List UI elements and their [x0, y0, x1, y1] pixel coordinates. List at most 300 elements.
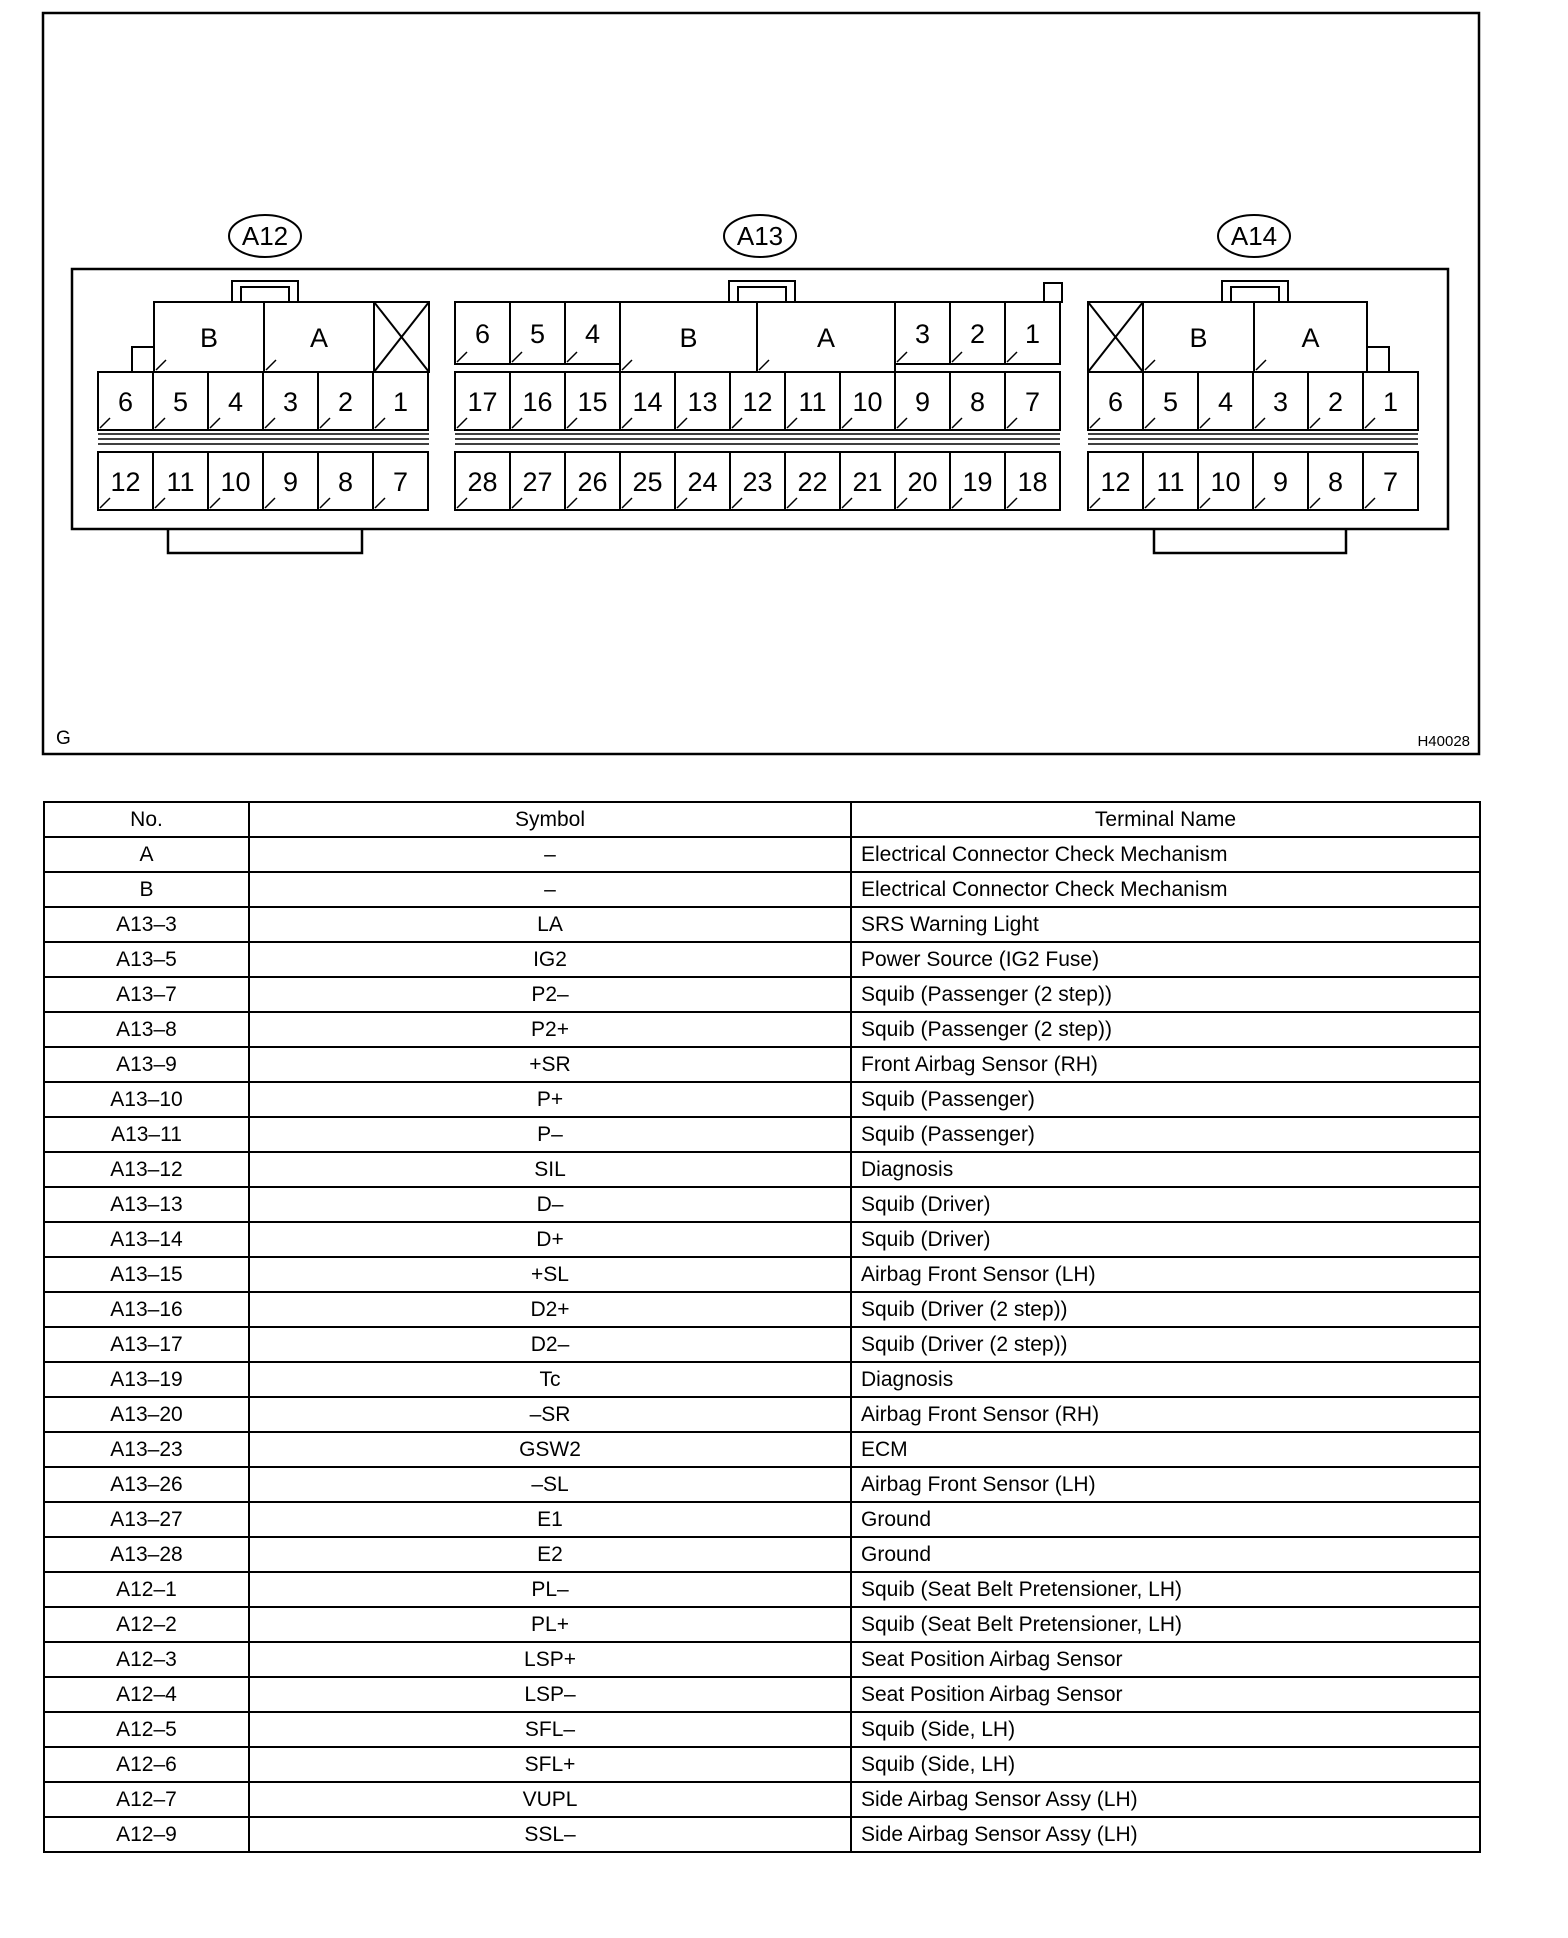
cavity-a14-bottom-mark [1200, 498, 1210, 508]
cell-symbol: –SL [249, 1467, 851, 1502]
cell-no: A12–4 [44, 1677, 249, 1712]
cell-symbol: IG2 [249, 942, 851, 977]
cavity-a14-top-mark [1090, 418, 1100, 428]
cavity-a12-bottom-mark [210, 498, 220, 508]
cavity-a13-bottom-label: 23 [742, 467, 773, 497]
cell-terminal-name: Squib (Seat Belt Pretensioner, LH) [851, 1607, 1480, 1642]
cavity-a13-bottom-label: 18 [1017, 467, 1048, 497]
table-header-row [44, 802, 1480, 837]
table-row [44, 1187, 1480, 1222]
cell-terminal-name: ECM [851, 1432, 1480, 1467]
cavity-a12-bottom-label: 10 [220, 467, 251, 497]
cavity-a14-bottom-mark [1090, 498, 1100, 508]
cavity-a12-bottom [153, 452, 208, 510]
cavity-a14-bottom-mark [1145, 498, 1155, 508]
cavity-a13-bottom-mark [457, 498, 467, 508]
table-row [44, 1467, 1480, 1502]
cell-symbol: LA [249, 907, 851, 942]
cavity-a14-bottom [1198, 452, 1253, 510]
table-row [44, 942, 1480, 977]
cell-terminal-name: Squib (Passenger (2 step)) [851, 1012, 1480, 1047]
table-row [44, 1817, 1480, 1852]
cavity-a13-bottom-mark [897, 498, 907, 508]
cell-terminal-name: Diagnosis [851, 1362, 1480, 1397]
cavity-a12-top [263, 372, 318, 430]
connector-label-text: A13 [736, 221, 784, 251]
table-row [44, 1502, 1480, 1537]
cell-no: A12–6 [44, 1747, 249, 1782]
terminal-table [43, 801, 1481, 1853]
cavity-a14-top-mark [1365, 418, 1375, 428]
cell-no: A [44, 837, 249, 872]
table-row [44, 1712, 1480, 1747]
cavity-a13-bottom-label: 28 [467, 467, 498, 497]
cavity-a14-bottom-label: 8 [1327, 467, 1344, 497]
cavity-a14-bottom-label: 10 [1210, 467, 1241, 497]
cell-symbol: D– [249, 1187, 851, 1222]
header-symbol: Symbol [249, 802, 851, 837]
table-row [44, 977, 1480, 1012]
cell-symbol: E2 [249, 1537, 851, 1572]
table-row [44, 1047, 1480, 1082]
cavity-a13-bottom-mark [1007, 498, 1017, 508]
cavity-a13-upper-mark [1007, 352, 1017, 362]
cell-no: A12–1 [44, 1572, 249, 1607]
cavity-a13-upper-label: 4 [584, 319, 601, 349]
cavities [98, 302, 1418, 510]
cavity-a12-bottom-mark [155, 498, 165, 508]
cell-symbol: SFL+ [249, 1747, 851, 1782]
cavity-a13-bottom [950, 452, 1005, 510]
cavity-a13-upper [510, 302, 565, 364]
cavity-a12-b-label: B [199, 323, 219, 353]
cavity-a14-top-label: 5 [1162, 387, 1179, 417]
cavity-a13-top-label: 10 [852, 387, 883, 417]
cavity-a14-b-mark [1145, 360, 1155, 370]
cavity-a13-bottom-mark [787, 498, 797, 508]
tab-a13-inner [738, 287, 786, 302]
cavity-a13-upper-mark [952, 352, 962, 362]
cell-terminal-name: Squib (Driver (2 step)) [851, 1292, 1480, 1327]
cavity-a14-top-mark [1200, 418, 1210, 428]
cavity-a13-top-mark [897, 418, 907, 428]
cavity-a13-top [730, 372, 785, 430]
connector-label-a13 [724, 215, 796, 257]
cell-terminal-name: Squib (Driver) [851, 1222, 1480, 1257]
cell-no: A13–28 [44, 1537, 249, 1572]
cell-no: A13–26 [44, 1467, 249, 1502]
cell-no: A12–2 [44, 1607, 249, 1642]
table-row [44, 872, 1480, 907]
cavity-a13-bottom [565, 452, 620, 510]
cavity-a12-top [208, 372, 263, 430]
cell-symbol: LSP+ [249, 1642, 851, 1677]
cell-no: A12–9 [44, 1817, 249, 1852]
cavity-a12-bottom-mark [100, 498, 110, 508]
cavity-a13-upper-label: 6 [474, 319, 491, 349]
cavity-a14-a [1254, 302, 1367, 372]
cavity-a12-top-mark [320, 418, 330, 428]
cavity-a13-bottom [840, 452, 895, 510]
cavity-a12-bottom-mark [265, 498, 275, 508]
cell-no: A13–9 [44, 1047, 249, 1082]
cavity-a12-bottom [263, 452, 318, 510]
cell-symbol: P2+ [249, 1012, 851, 1047]
cavity-a12-top [153, 372, 208, 430]
cell-symbol: LSP– [249, 1677, 851, 1712]
cavity-a12-a [264, 302, 374, 372]
cavity-a12-bottom [98, 452, 153, 510]
cavity-a13-top [950, 372, 1005, 430]
cavity-a13-upper [950, 302, 1005, 364]
table-row [44, 1012, 1480, 1047]
cavity-a12-top [373, 372, 428, 430]
cavity-a13-top-label: 14 [632, 387, 663, 417]
connector-diagram [0, 0, 1568, 770]
cavity-a12-bottom-label: 11 [166, 467, 195, 497]
cavity-a12-top-mark [155, 418, 165, 428]
cavity-a14-bottom [1363, 452, 1418, 510]
cavity-a13-top-mark [457, 418, 467, 428]
cavity-a13-bottom-label: 26 [577, 467, 608, 497]
cavity-a13-a-mark [759, 360, 769, 370]
tab-small-a14 [1367, 347, 1389, 372]
cell-symbol: E1 [249, 1502, 851, 1537]
cavity-a13-top-mark [622, 418, 632, 428]
cell-no: A13–14 [44, 1222, 249, 1257]
cavity-a13-bottom-mark [842, 498, 852, 508]
cell-terminal-name: Power Source (IG2 Fuse) [851, 942, 1480, 977]
cell-symbol: D+ [249, 1222, 851, 1257]
cell-no: A13–17 [44, 1327, 249, 1362]
cavity-a13-top-label: 17 [467, 387, 498, 417]
cavity-a13-b-mark [622, 360, 632, 370]
cavity-a13-top [1005, 372, 1060, 430]
cavity-a12-top-label: 2 [337, 387, 354, 417]
cavity-a13-top-mark [567, 418, 577, 428]
cell-terminal-name: Airbag Front Sensor (LH) [851, 1467, 1480, 1502]
cavity-a12-bottom-mark [320, 498, 330, 508]
cavity-a13-upper-mark [512, 352, 522, 362]
cell-terminal-name: Side Airbag Sensor Assy (LH) [851, 1782, 1480, 1817]
cell-terminal-name: Squib (Passenger) [851, 1082, 1480, 1117]
cell-symbol: PL+ [249, 1607, 851, 1642]
cavity-a13-top-mark [1007, 418, 1017, 428]
cavity-a13-upper-label: 3 [914, 319, 931, 349]
cavity-a13-top-mark [677, 418, 687, 428]
tab-a14-inner [1231, 287, 1279, 302]
corner-label: G [56, 728, 71, 749]
cell-terminal-name: Front Airbag Sensor (RH) [851, 1047, 1480, 1082]
cavity-a13-top-label: 12 [742, 387, 773, 417]
table-row [44, 907, 1480, 942]
cavity-a13-bottom-label: 19 [962, 467, 993, 497]
table-row [44, 1257, 1480, 1292]
cavity-a12-bottom-mark [375, 498, 385, 508]
cell-terminal-name: Squib (Passenger) [851, 1117, 1480, 1152]
cavity-a13-top-label: 11 [798, 387, 827, 417]
cell-no: A13–7 [44, 977, 249, 1012]
connector-label-a14 [1218, 215, 1290, 257]
cell-no: A13–16 [44, 1292, 249, 1327]
connector-label-text: A12 [241, 221, 289, 251]
cavity-a13-top-label: 16 [522, 387, 553, 417]
cavity-a13-top [455, 372, 510, 430]
cavity-a12-a-mark [266, 360, 276, 370]
figure-code: H40028 [1417, 733, 1470, 750]
cavity-a13-bottom-label: 25 [632, 467, 663, 497]
cell-symbol: P– [249, 1117, 851, 1152]
cavity-a14-bottom-label: 7 [1382, 467, 1399, 497]
cavity-a13-top-label: 15 [577, 387, 608, 417]
table-row [44, 1327, 1480, 1362]
cell-terminal-name: Squib (Driver (2 step)) [851, 1327, 1480, 1362]
cell-symbol: P2– [249, 977, 851, 1012]
cavity-a14-top [1308, 372, 1363, 430]
cell-terminal-name: Airbag Front Sensor (RH) [851, 1397, 1480, 1432]
cell-no: A13–20 [44, 1397, 249, 1432]
figure-frame [43, 13, 1479, 754]
cell-symbol: SFL– [249, 1712, 851, 1747]
cell-symbol: +SL [249, 1257, 851, 1292]
cavity-a13-top-mark [952, 418, 962, 428]
cavity-a14-top [1253, 372, 1308, 430]
cavity-a12-bottom-label: 7 [392, 467, 409, 497]
cavity-a12-bottom-label: 9 [282, 467, 299, 497]
cavity-a12-top-mark [375, 418, 385, 428]
connector-label-a12 [229, 215, 301, 257]
cell-no: A13–5 [44, 942, 249, 977]
cavity-a12-top-mark [265, 418, 275, 428]
cell-no: A13–15 [44, 1257, 249, 1292]
table-row [44, 1432, 1480, 1467]
cavity-a13-top [620, 372, 675, 430]
cavity-a14-bottom-label: 11 [1156, 467, 1185, 497]
cavity-a14-top [1198, 372, 1253, 430]
cell-no: A13–12 [44, 1152, 249, 1187]
cell-terminal-name: Squib (Driver) [851, 1187, 1480, 1222]
cell-symbol: – [249, 872, 851, 907]
cavity-a13-a [757, 302, 895, 372]
cavity-a13-bottom-mark [512, 498, 522, 508]
cavity-a13-top-mark [512, 418, 522, 428]
cavity-a14-bottom-label: 12 [1100, 467, 1131, 497]
cell-no: A13–11 [44, 1117, 249, 1152]
cell-no: A13–19 [44, 1362, 249, 1397]
table-row [44, 1117, 1480, 1152]
cell-symbol: SSL– [249, 1817, 851, 1852]
cell-no: A13–13 [44, 1187, 249, 1222]
tab-small-a12 [132, 347, 154, 372]
cavity-a13-top [895, 372, 950, 430]
cavity-a13-top [675, 372, 730, 430]
cell-terminal-name: Diagnosis [851, 1152, 1480, 1187]
cavity-a12-bottom [318, 452, 373, 510]
cavity-a13-top [565, 372, 620, 430]
cell-terminal-name: Electrical Connector Check Mechanism [851, 837, 1480, 872]
table-row [44, 1572, 1480, 1607]
cavity-a13-bottom-label: 21 [852, 467, 883, 497]
table-row [44, 1782, 1480, 1817]
cavity-a13-bottom-mark [732, 498, 742, 508]
cavity-a13-b [620, 302, 757, 372]
cell-terminal-name: Ground [851, 1502, 1480, 1537]
cell-terminal-name: Squib (Side, LH) [851, 1747, 1480, 1782]
table-row [44, 1677, 1480, 1712]
cavity-a14-top-label: 4 [1217, 387, 1234, 417]
cavity-a12-top [98, 372, 153, 430]
cavity-a14-top [1088, 372, 1143, 430]
cavity-a13-bottom [455, 452, 510, 510]
cavity-a14-b [1143, 302, 1254, 372]
cavity-a13-upper [1005, 302, 1060, 364]
cell-no: A13–3 [44, 907, 249, 942]
cell-no: A12–3 [44, 1642, 249, 1677]
cavity-a13-bottom [785, 452, 840, 510]
cavity-a13-top-mark [732, 418, 742, 428]
cavity-a13-top-label: 9 [914, 387, 931, 417]
cell-symbol: GSW2 [249, 1432, 851, 1467]
table-row [44, 1222, 1480, 1257]
table-body [44, 837, 1480, 1852]
cell-terminal-name: Side Airbag Sensor Assy (LH) [851, 1817, 1480, 1852]
cell-terminal-name: Seat Position Airbag Sensor [851, 1642, 1480, 1677]
cavity-a14-top-mark [1310, 418, 1320, 428]
cavity-a14-bottom [1308, 452, 1363, 510]
cell-terminal-name: Airbag Front Sensor (LH) [851, 1257, 1480, 1292]
tab-a12-inner [241, 287, 289, 302]
cavity-a13-bottom [510, 452, 565, 510]
cavity-a13-bottom [675, 452, 730, 510]
cavity-a14-bottom-label: 9 [1272, 467, 1289, 497]
cavity-a12-top-label: 1 [392, 387, 409, 417]
cavity-a13-upper [565, 302, 620, 364]
divider-a14 [1088, 434, 1418, 444]
cell-terminal-name: Squib (Passenger (2 step)) [851, 977, 1480, 1012]
table-row [44, 1397, 1480, 1432]
blocked-cavity-a12 [374, 302, 429, 372]
cell-symbol: +SR [249, 1047, 851, 1082]
cell-terminal-name: Squib (Seat Belt Pretensioner, LH) [851, 1572, 1480, 1607]
table-row [44, 1362, 1480, 1397]
cavity-a12-b-mark [156, 360, 166, 370]
cavity-a13-upper [895, 302, 950, 364]
cavity-a13-top-mark [787, 418, 797, 428]
cell-no: A13–27 [44, 1502, 249, 1537]
cavity-a12-top-label: 5 [172, 387, 189, 417]
cell-no: A13–8 [44, 1012, 249, 1047]
cavity-a13-bottom [620, 452, 675, 510]
cell-symbol: D2+ [249, 1292, 851, 1327]
cavity-a13-upper [455, 302, 510, 364]
cell-symbol: D2– [249, 1327, 851, 1362]
cell-terminal-name: Squib (Side, LH) [851, 1712, 1480, 1747]
cell-no: A13–10 [44, 1082, 249, 1117]
table-row [44, 1607, 1480, 1642]
cavity-a12-bottom-label: 8 [337, 467, 354, 497]
cavity-a14-bottom [1143, 452, 1198, 510]
cavity-a13-bottom [730, 452, 785, 510]
cavity-a13-bottom [895, 452, 950, 510]
latch-left [168, 529, 362, 553]
cavity-a13-bottom-label: 24 [687, 467, 718, 497]
cavity-a12-bottom-label: 12 [110, 467, 141, 497]
cavity-a13-bottom-label: 22 [797, 467, 828, 497]
cavity-a12-a-label: A [309, 323, 329, 353]
cavity-a12-bottom [208, 452, 263, 510]
cavity-a12-top [318, 372, 373, 430]
cavity-a14-bottom-mark [1255, 498, 1265, 508]
cavity-a13-top [510, 372, 565, 430]
cavity-a13-top [785, 372, 840, 430]
cavity-a13-a-label: A [816, 323, 836, 353]
cavity-a13-top-label: 7 [1024, 387, 1041, 417]
table-row [44, 1747, 1480, 1782]
cavity-a13-b-label: B [679, 323, 698, 353]
cavity-a14-bottom-mark [1310, 498, 1320, 508]
cell-symbol: PL– [249, 1572, 851, 1607]
cavity-a14-bottom [1088, 452, 1143, 510]
cavity-a14-bottom [1253, 452, 1308, 510]
cavity-a13-bottom-mark [952, 498, 962, 508]
cavity-a14-a-label: A [1301, 323, 1320, 353]
cell-symbol: SIL [249, 1152, 851, 1187]
cavity-a12-bottom [373, 452, 428, 510]
cavity-a13-top [840, 372, 895, 430]
cavity-a14-top [1143, 372, 1198, 430]
cavity-a13-bottom-mark [622, 498, 632, 508]
cavity-a14-bottom-mark [1365, 498, 1375, 508]
cavity-a14-a-mark [1256, 360, 1266, 370]
cavity-a14-top-label: 1 [1382, 387, 1399, 417]
cavity-a14-b-label: B [1189, 323, 1208, 353]
cavity-a13-upper-label: 5 [529, 319, 546, 349]
table-row [44, 1082, 1480, 1117]
cell-no: A12–7 [44, 1782, 249, 1817]
cavity-a13-upper-mark [897, 352, 907, 362]
cavity-a14-top-label: 2 [1327, 387, 1344, 417]
header-terminal-name: Terminal Name [851, 802, 1480, 837]
cell-terminal-name: Ground [851, 1537, 1480, 1572]
cavity-a12-top-mark [100, 418, 110, 428]
cell-no: A12–5 [44, 1712, 249, 1747]
cavity-a13-top-mark [842, 418, 852, 428]
connector-label-text: A14 [1230, 221, 1278, 251]
divider-a12 [98, 434, 429, 444]
divider-a13 [455, 434, 1060, 444]
cavity-a13-top-label: 8 [969, 387, 986, 417]
tab-small-a13 [1044, 283, 1062, 302]
table-row [44, 1642, 1480, 1677]
table-row [44, 837, 1480, 872]
cell-terminal-name: Electrical Connector Check Mechanism [851, 872, 1480, 907]
cell-symbol: – [249, 837, 851, 872]
header-no: No. [44, 802, 249, 837]
cavity-a12-top-mark [210, 418, 220, 428]
cavity-a12-top-label: 6 [117, 387, 134, 417]
cavity-a14-top-label: 3 [1272, 387, 1289, 417]
cavity-a12-top-label: 3 [282, 387, 299, 417]
cell-symbol: P+ [249, 1082, 851, 1117]
table-row [44, 1292, 1480, 1327]
cavity-a14-top-mark [1255, 418, 1265, 428]
cavity-a13-bottom-mark [677, 498, 687, 508]
cavity-a12-b [154, 302, 264, 372]
table-row [44, 1152, 1480, 1187]
cell-no: B [44, 872, 249, 907]
cell-terminal-name: SRS Warning Light [851, 907, 1480, 942]
cell-no: A13–23 [44, 1432, 249, 1467]
